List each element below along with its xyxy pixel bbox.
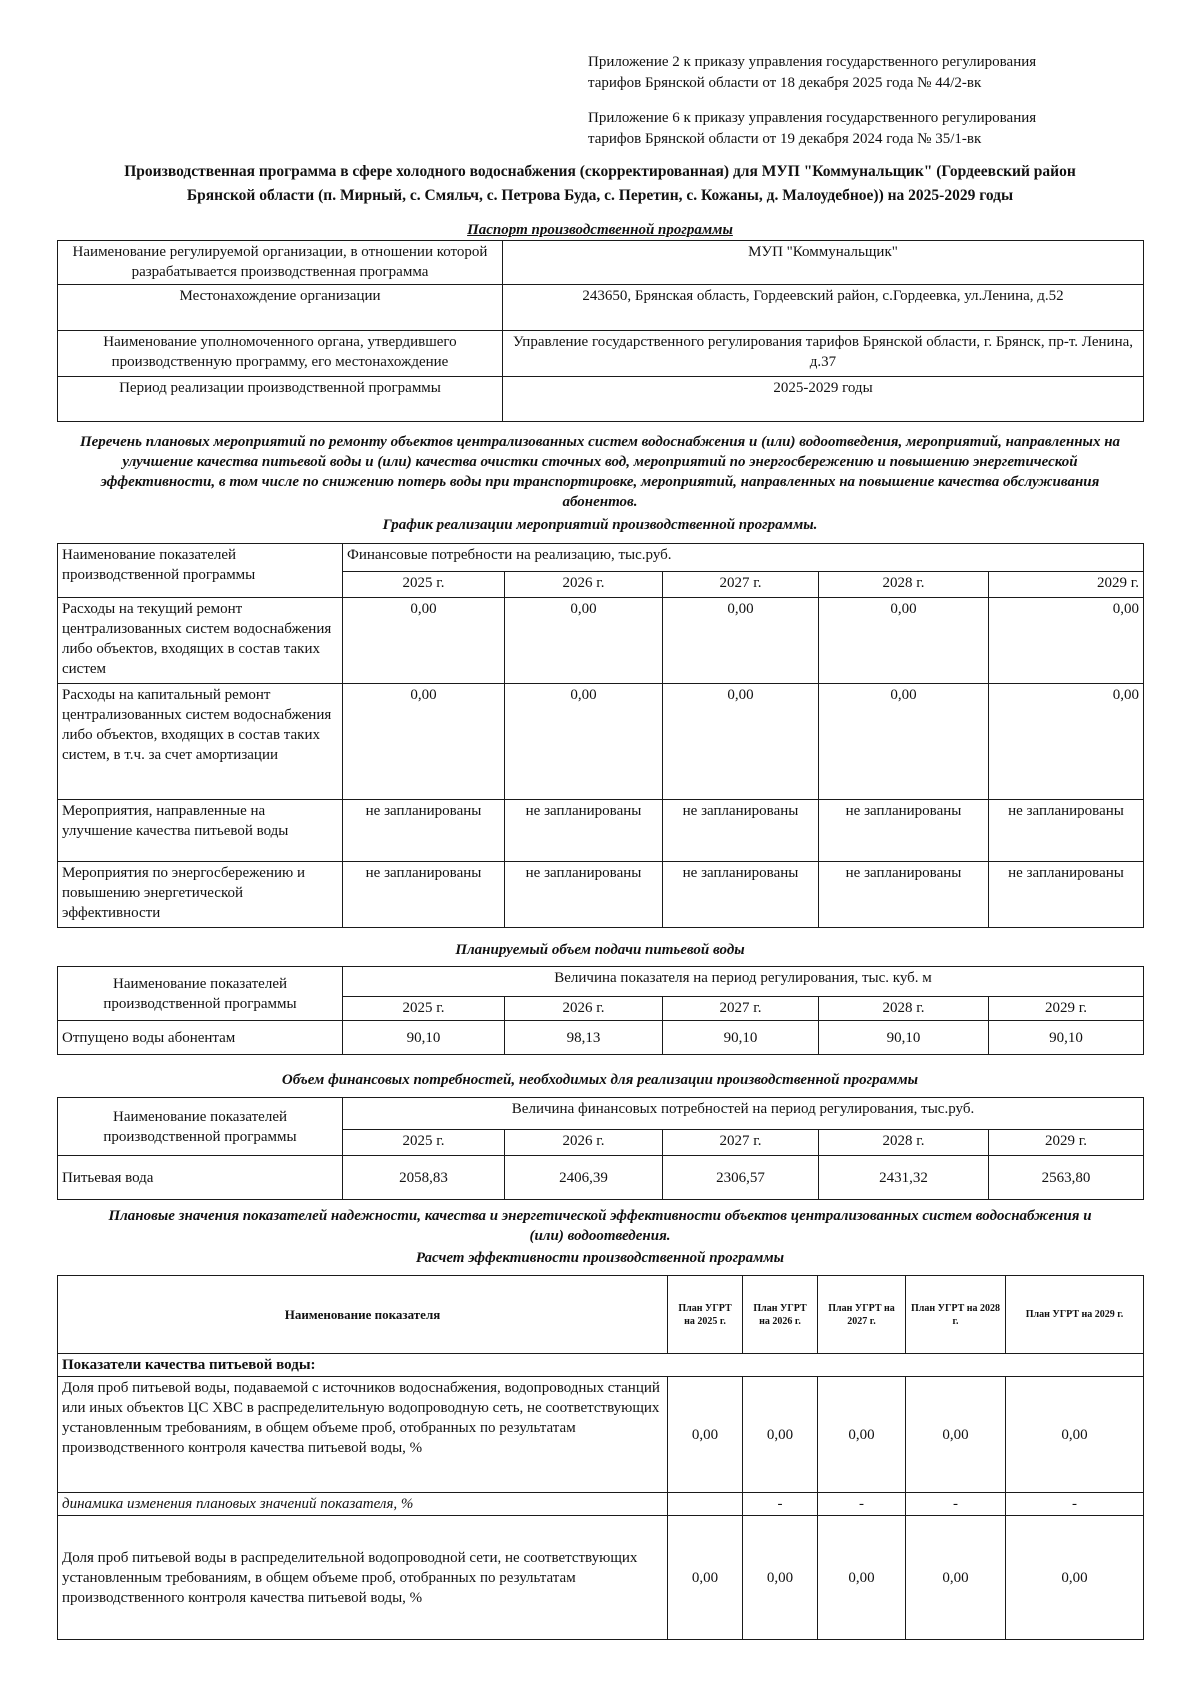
year-header: 2029 г.: [989, 997, 1144, 1021]
cell-value: не запланированы: [989, 862, 1144, 928]
finance-caption: Объем финансовых потребностей, необходимых для реализации производственной программы: [281, 1072, 919, 1088]
volume-caption: Планируемый объем подачи питьевой воды: [455, 942, 745, 958]
year-header: 2029 г.: [989, 1130, 1144, 1156]
annex-note-2-line2: тарифов Брянской области от 19 декабря 2024 года № 35/1-вк: [588, 131, 982, 147]
cell-value: 0,00: [343, 598, 505, 684]
passport-row: [58, 377, 1144, 422]
row-label: Расходы на капитальный ремонт централизованных систем водоснабжения либо объектов, входящих в состав таких систем, в т.ч. за счет амортизации: [58, 684, 343, 800]
year-header: 2025 г.: [343, 572, 505, 598]
plan-header: План УГРТ на 2025 г.: [668, 1276, 743, 1354]
cell-value: -: [818, 1493, 906, 1516]
volume-table: [57, 966, 1144, 1055]
cell-value: 2306,57: [663, 1156, 819, 1200]
cell-value: не запланированы: [505, 862, 663, 928]
document-title: [60, 160, 1140, 208]
indicators-head-label: Наименование показателя: [58, 1276, 668, 1354]
volume-head-label: Наименование показателей производственной программы: [58, 967, 343, 1021]
cell-value: [668, 1493, 743, 1516]
cell-value: 90,10: [819, 1021, 989, 1055]
year-header: 2026 г.: [505, 572, 663, 598]
table-row: [58, 1493, 1144, 1516]
efficiency-caption: Расчет эффективности производственной программы: [415, 1250, 785, 1266]
plan-header: План УГРТ на 2026 г.: [743, 1276, 818, 1354]
document-title-line2: Брянской области (п. Мирный, с. Смяльч, с. Петрова Буда, с. Перетин, с. Кожаны, д. Малоудебное)) на 2025-2029 годы: [186, 187, 1014, 204]
cell-value: не запланированы: [989, 800, 1144, 862]
finance-head-group: Величина финансовых потребностей на период регулирования, тыс.руб.: [343, 1098, 1144, 1130]
cell-value: 0,00: [906, 1377, 1006, 1493]
row-label: Доля проб питьевой воды в распределительной водопроводной сети, не соответствующих установленным требованиям, в общем объеме проб, отобранных по результатам производственного контроля качества питьевой воды, %: [58, 1516, 668, 1640]
cell-value: не запланированы: [819, 862, 989, 928]
cell-value: 2431,32: [819, 1156, 989, 1200]
table-row: [58, 862, 1144, 928]
row-label: Мероприятия, направленные на улучшение качества питьевой воды: [58, 800, 343, 862]
passport-row: [58, 331, 1144, 377]
year-header: 2028 г.: [819, 997, 989, 1021]
cell-value: не запланированы: [663, 862, 819, 928]
table-row: [58, 684, 1144, 800]
passport-label: Период реализации производственной программы: [58, 377, 503, 422]
cell-value: не запланированы: [819, 800, 989, 862]
cell-value: 0,00: [818, 1377, 906, 1493]
passport-table: [57, 240, 1144, 422]
plan-header: План УГРТ на 2028 г.: [906, 1276, 1006, 1354]
cell-value: 0,00: [663, 598, 819, 684]
annex-note-1: [588, 52, 1036, 94]
cell-value: 0,00: [505, 684, 663, 800]
row-label: Отпущено воды абонентам: [58, 1021, 343, 1055]
year-header: 2028 г.: [819, 1130, 989, 1156]
cell-value: 98,13: [505, 1021, 663, 1055]
passport-row: [58, 285, 1144, 331]
year-header: 2029 г.: [989, 572, 1144, 598]
passport-value: МУП "Коммунальщик": [503, 241, 1144, 285]
passport-value: 2025-2029 годы: [503, 377, 1144, 422]
cell-value: не запланированы: [343, 862, 505, 928]
cell-value: 90,10: [663, 1021, 819, 1055]
passport-value: Управление государственного регулирования тарифов Брянской области, г. Брянск, пр-т. Ленина, д.37: [503, 331, 1144, 377]
cell-value: -: [743, 1493, 818, 1516]
year-header: 2026 г.: [505, 1130, 663, 1156]
row-label: Питьевая вода: [58, 1156, 343, 1200]
year-header: 2027 г.: [663, 572, 819, 598]
finance-head-label: Наименование показателей производственной программы: [58, 1098, 343, 1156]
passport-label: Местонахождение организации: [58, 285, 503, 331]
table-row: [58, 1021, 1144, 1055]
cell-value: 0,00: [668, 1377, 743, 1493]
cell-value: 2563,80: [989, 1156, 1144, 1200]
cell-value: не запланированы: [505, 800, 663, 862]
cell-value: 0,00: [743, 1516, 818, 1640]
cell-value: 0,00: [1006, 1516, 1144, 1640]
row-label: динамика изменения плановых значений показателя, %: [58, 1493, 668, 1516]
document-title-line1: Производственная программа в сфере холодного водоснабжения (скорректированная) для МУП "Коммунальщик" (Гордеевский район: [124, 163, 1076, 180]
cell-value: 0,00: [505, 598, 663, 684]
cell-value: 0,00: [989, 684, 1144, 800]
cell-value: 0,00: [663, 684, 819, 800]
cell-value: не запланированы: [663, 800, 819, 862]
passport-label: Наименование уполномоченного органа, утвердившего производственную программу, его местонахождение: [58, 331, 503, 377]
measures-head-group: Финансовые потребности на реализацию, тыс.руб.: [343, 544, 1144, 572]
plan-header: План УГРТ на 2029 г.: [1006, 1276, 1144, 1354]
indicators-table: [57, 1275, 1144, 1640]
year-header: 2025 г.: [343, 997, 505, 1021]
row-label: Мероприятия по энергосбережению и повышению энергетической эффективности: [58, 862, 343, 928]
cell-value: 0,00: [906, 1516, 1006, 1640]
volume-head-group: Величина показателя на период регулирования, тыс. куб. м: [343, 967, 1144, 997]
year-header: 2027 г.: [663, 1130, 819, 1156]
row-label: Доля проб питьевой воды, подаваемой с источников водоснабжения, водопроводных станций или иных объектов ЦС ХВС в распределительную водопроводную сеть, не соответствующих установленным требованиям, в общем объеме проб, отобранных по результатам производственного контроля качества питьевой воды, %: [58, 1377, 668, 1493]
cell-value: 0,00: [343, 684, 505, 800]
year-header: 2028 г.: [819, 572, 989, 598]
section-heading: Показатели качества питьевой воды:: [58, 1354, 1144, 1377]
cell-value: не запланированы: [343, 800, 505, 862]
table-row: [58, 1156, 1144, 1200]
indicators-caption: Плановые значения показателей надежности, качества и энергетической эффективности объектов централизованных систем водоснабжения и (или) водоотведения.: [108, 1208, 1092, 1244]
table-row: [58, 1516, 1144, 1640]
table-row: [58, 598, 1144, 684]
passport-caption: Паспорт производственной программы: [467, 222, 733, 238]
measures-caption: Перечень плановых мероприятий по ремонту объектов централизованных систем водоснабжения и (или) водоотведения, мероприятий, направленных на улучшение качества питьевой воды и (или) качества очистки сточных вод, мероприятий по энергосбережению и повышению энергетической эффективности, в том числе по снижению потерь воды при транспортировке, мероприятий, направленных на повышение качества обслуживания абонентов.: [79, 434, 1121, 510]
passport-value: 243650, Брянская область, Гордеевский район, с.Гордеевка, ул.Ленина, д.52: [503, 285, 1144, 331]
cell-value: 0,00: [668, 1516, 743, 1640]
plan-header: План УГРТ на 2027 г.: [818, 1276, 906, 1354]
table-row: [58, 1377, 1144, 1493]
cell-value: 0,00: [989, 598, 1144, 684]
annex-note-2-line1: Приложение 6 к приказу управления государственного регулирования: [588, 110, 1037, 126]
measures-schedule-caption: График реализации мероприятий производственной программы.: [382, 517, 818, 533]
cell-value: 90,10: [343, 1021, 505, 1055]
passport-row: [58, 241, 1144, 285]
annex-note-2: [588, 108, 1036, 150]
passport-label: Наименование регулируемой организации, в отношении которой разрабатывается производственная программа: [58, 241, 503, 285]
cell-value: 0,00: [819, 684, 989, 800]
row-label: Расходы на текущий ремонт централизованных систем водоснабжения либо объектов, входящих в состав таких систем: [58, 598, 343, 684]
cell-value: 0,00: [743, 1377, 818, 1493]
year-header: 2027 г.: [663, 997, 819, 1021]
cell-value: 2406,39: [505, 1156, 663, 1200]
year-header: 2025 г.: [343, 1130, 505, 1156]
cell-value: -: [1006, 1493, 1144, 1516]
cell-value: 0,00: [1006, 1377, 1144, 1493]
finance-table: [57, 1097, 1144, 1200]
measures-table: [57, 543, 1144, 928]
cell-value: -: [906, 1493, 1006, 1516]
table-row: [58, 800, 1144, 862]
cell-value: 0,00: [819, 598, 989, 684]
year-header: 2026 г.: [505, 997, 663, 1021]
cell-value: 0,00: [818, 1516, 906, 1640]
measures-head-label: Наименование показателей производственной программы: [58, 544, 343, 598]
cell-value: 2058,83: [343, 1156, 505, 1200]
annex-note-1-line2: тарифов Брянской области от 18 декабря 2025 года № 44/2-вк: [588, 75, 982, 91]
annex-note-1-line1: Приложение 2 к приказу управления государственного регулирования: [588, 54, 1037, 70]
cell-value: 90,10: [989, 1021, 1144, 1055]
